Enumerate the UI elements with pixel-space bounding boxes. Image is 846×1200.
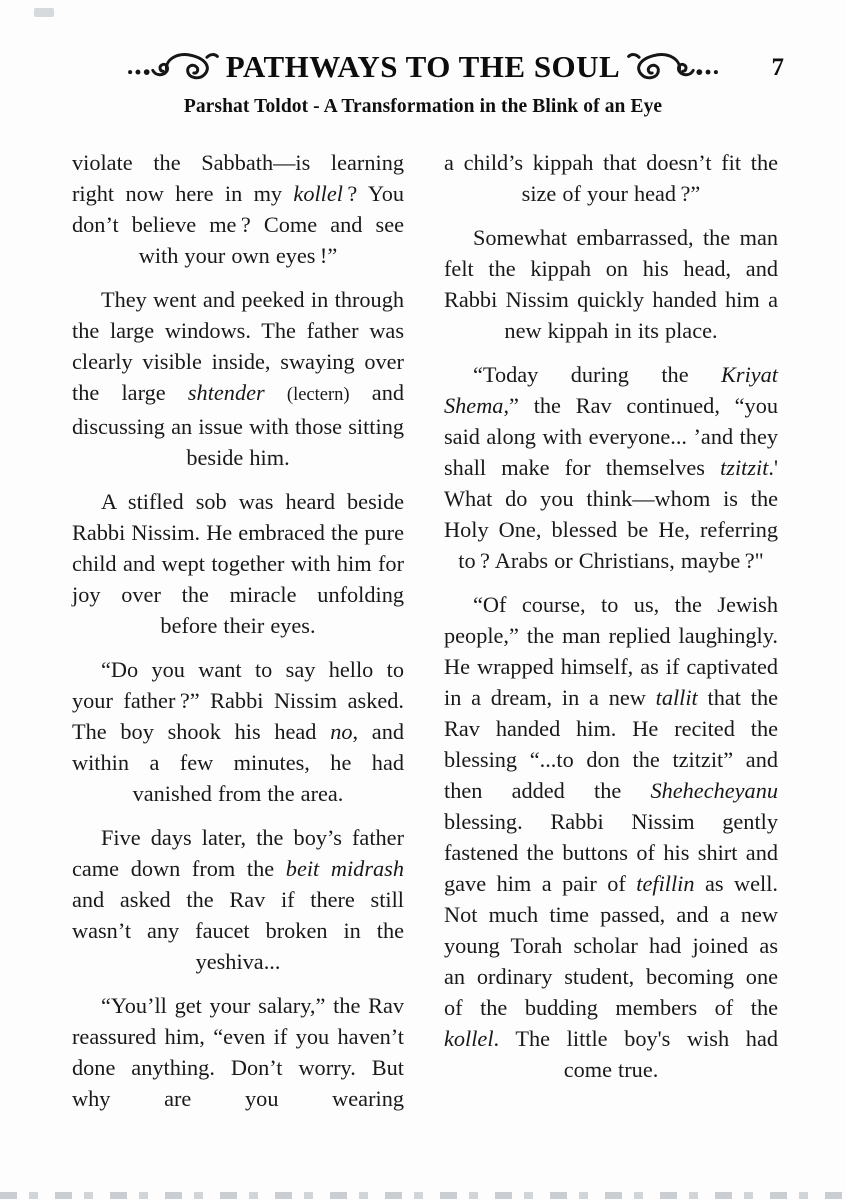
- title-row: [0, 44, 846, 88]
- text-segment: a child’s kippah that doesn’t fit the size of your head ?”: [444, 150, 778, 206]
- page-title: PATHWAYS TO THE SOUL: [225, 48, 621, 84]
- paragraph: [72, 147, 404, 271]
- text-segment: and discussing an issue with those sitting beside him.: [72, 380, 404, 470]
- text-segment-italic: kollel: [293, 181, 343, 206]
- text-segment: .' What do you think—whom is the Holy One, blessed be He, referring to ? Arabs or Christians, maybe ?": [444, 455, 778, 573]
- text-segment: violate the Sabbath—is learning right now here in my: [72, 150, 404, 206]
- text-segment: that the Rav handed him. He recited the blessing “...to don the tzitzit” and then added the: [444, 685, 778, 803]
- text-columns: [0, 147, 846, 1114]
- page-number: 7: [771, 54, 784, 81]
- text-segment: They went and peeked in through the large windows. The father was clearly visible inside, swaying over the large: [72, 287, 404, 405]
- text-segment: blessing. Rabbi Nissim gently fastened the buttons of his shirt and gave him a pair of: [444, 809, 778, 896]
- text-segment: “Today during the: [473, 362, 722, 387]
- text-segment-italic: tallit: [655, 685, 698, 710]
- paragraph: [72, 486, 404, 641]
- text-segment: Somewhat embarrassed, the man felt the kippah on his head, and Rabbi Nissim quickly handed him a new kippah in its place.: [444, 225, 778, 343]
- text-segment: as well. Not much time passed, and a new young Torah scholar had joined as an ordinary student, becoming one of the budding members of the: [444, 871, 778, 1020]
- text-segment: , and within a few minutes, he had vanished from the area.: [72, 719, 404, 806]
- text-segment-italic: beit midrash: [285, 856, 404, 881]
- text-segment-italic: tefillin: [636, 871, 695, 896]
- scan-artifact-bottom-strip: [0, 1192, 846, 1199]
- text-segment: [265, 380, 287, 405]
- paragraph: [72, 284, 404, 473]
- text-segment: Five days later, the boy’s father came down from the: [72, 825, 404, 881]
- paragraph: [444, 147, 778, 209]
- page-subtitle: Parshat Toldot - A Transformation in the Blink of an Eye: [183, 96, 663, 117]
- text-segment: . The little boy's wish had come true.: [493, 1026, 778, 1082]
- paragraph: [444, 222, 778, 346]
- text-segment: “Do you want to say hello to your father ?” Rabbi Nissim asked. The boy shook his head: [72, 657, 404, 744]
- paragraph: [72, 654, 404, 809]
- text-segment: “Of course, to us, the Jewish people,” the man replied laughingly. He wrapped himself, as if captivated in a dream, in a new: [444, 592, 778, 710]
- text-segment-italic: Shehecheyanu: [650, 778, 778, 803]
- text-segment: and asked the Rav if there still wasn’t any faucet broken in the yeshiva...: [72, 887, 404, 974]
- text-segment-italic: kollel: [444, 1026, 494, 1051]
- page-header: [0, 0, 846, 118]
- scroll-flourish-right-icon: [626, 48, 722, 84]
- text-segment-small: (lectern): [286, 385, 350, 405]
- text-segment: ? You don’t believe me ? Come and see with your own eyes !”: [72, 181, 404, 268]
- text-segment-italic: no: [330, 719, 353, 744]
- paragraph: [72, 990, 404, 1114]
- text-segment-italic: tzitzit: [720, 455, 769, 480]
- text-segment-italic: shtender: [187, 380, 265, 405]
- right-column: [444, 147, 778, 1114]
- paragraph: [444, 359, 778, 576]
- scroll-flourish-left-icon: [124, 48, 220, 84]
- paragraph: [72, 822, 404, 977]
- text-segment: “You’ll get your salary,” the Rav reassured him, “even if you haven’t done anything. Don’t worry. But why are you wearing: [72, 993, 404, 1111]
- left-column: [72, 147, 404, 1114]
- text-segment: A stifled sob was heard beside Rabbi Nissim. He embraced the pure child and wept together with him for joy over the miracle unfolding before their eyes.: [72, 489, 404, 638]
- text-segment: ,” the Rav continued, “you said along with everyone... ’and they shall make for themselves: [444, 393, 778, 480]
- scan-artifact-top-left: [34, 8, 54, 17]
- paragraph: [444, 589, 778, 1085]
- text-segment-italic: Kriyat Shema: [444, 362, 778, 418]
